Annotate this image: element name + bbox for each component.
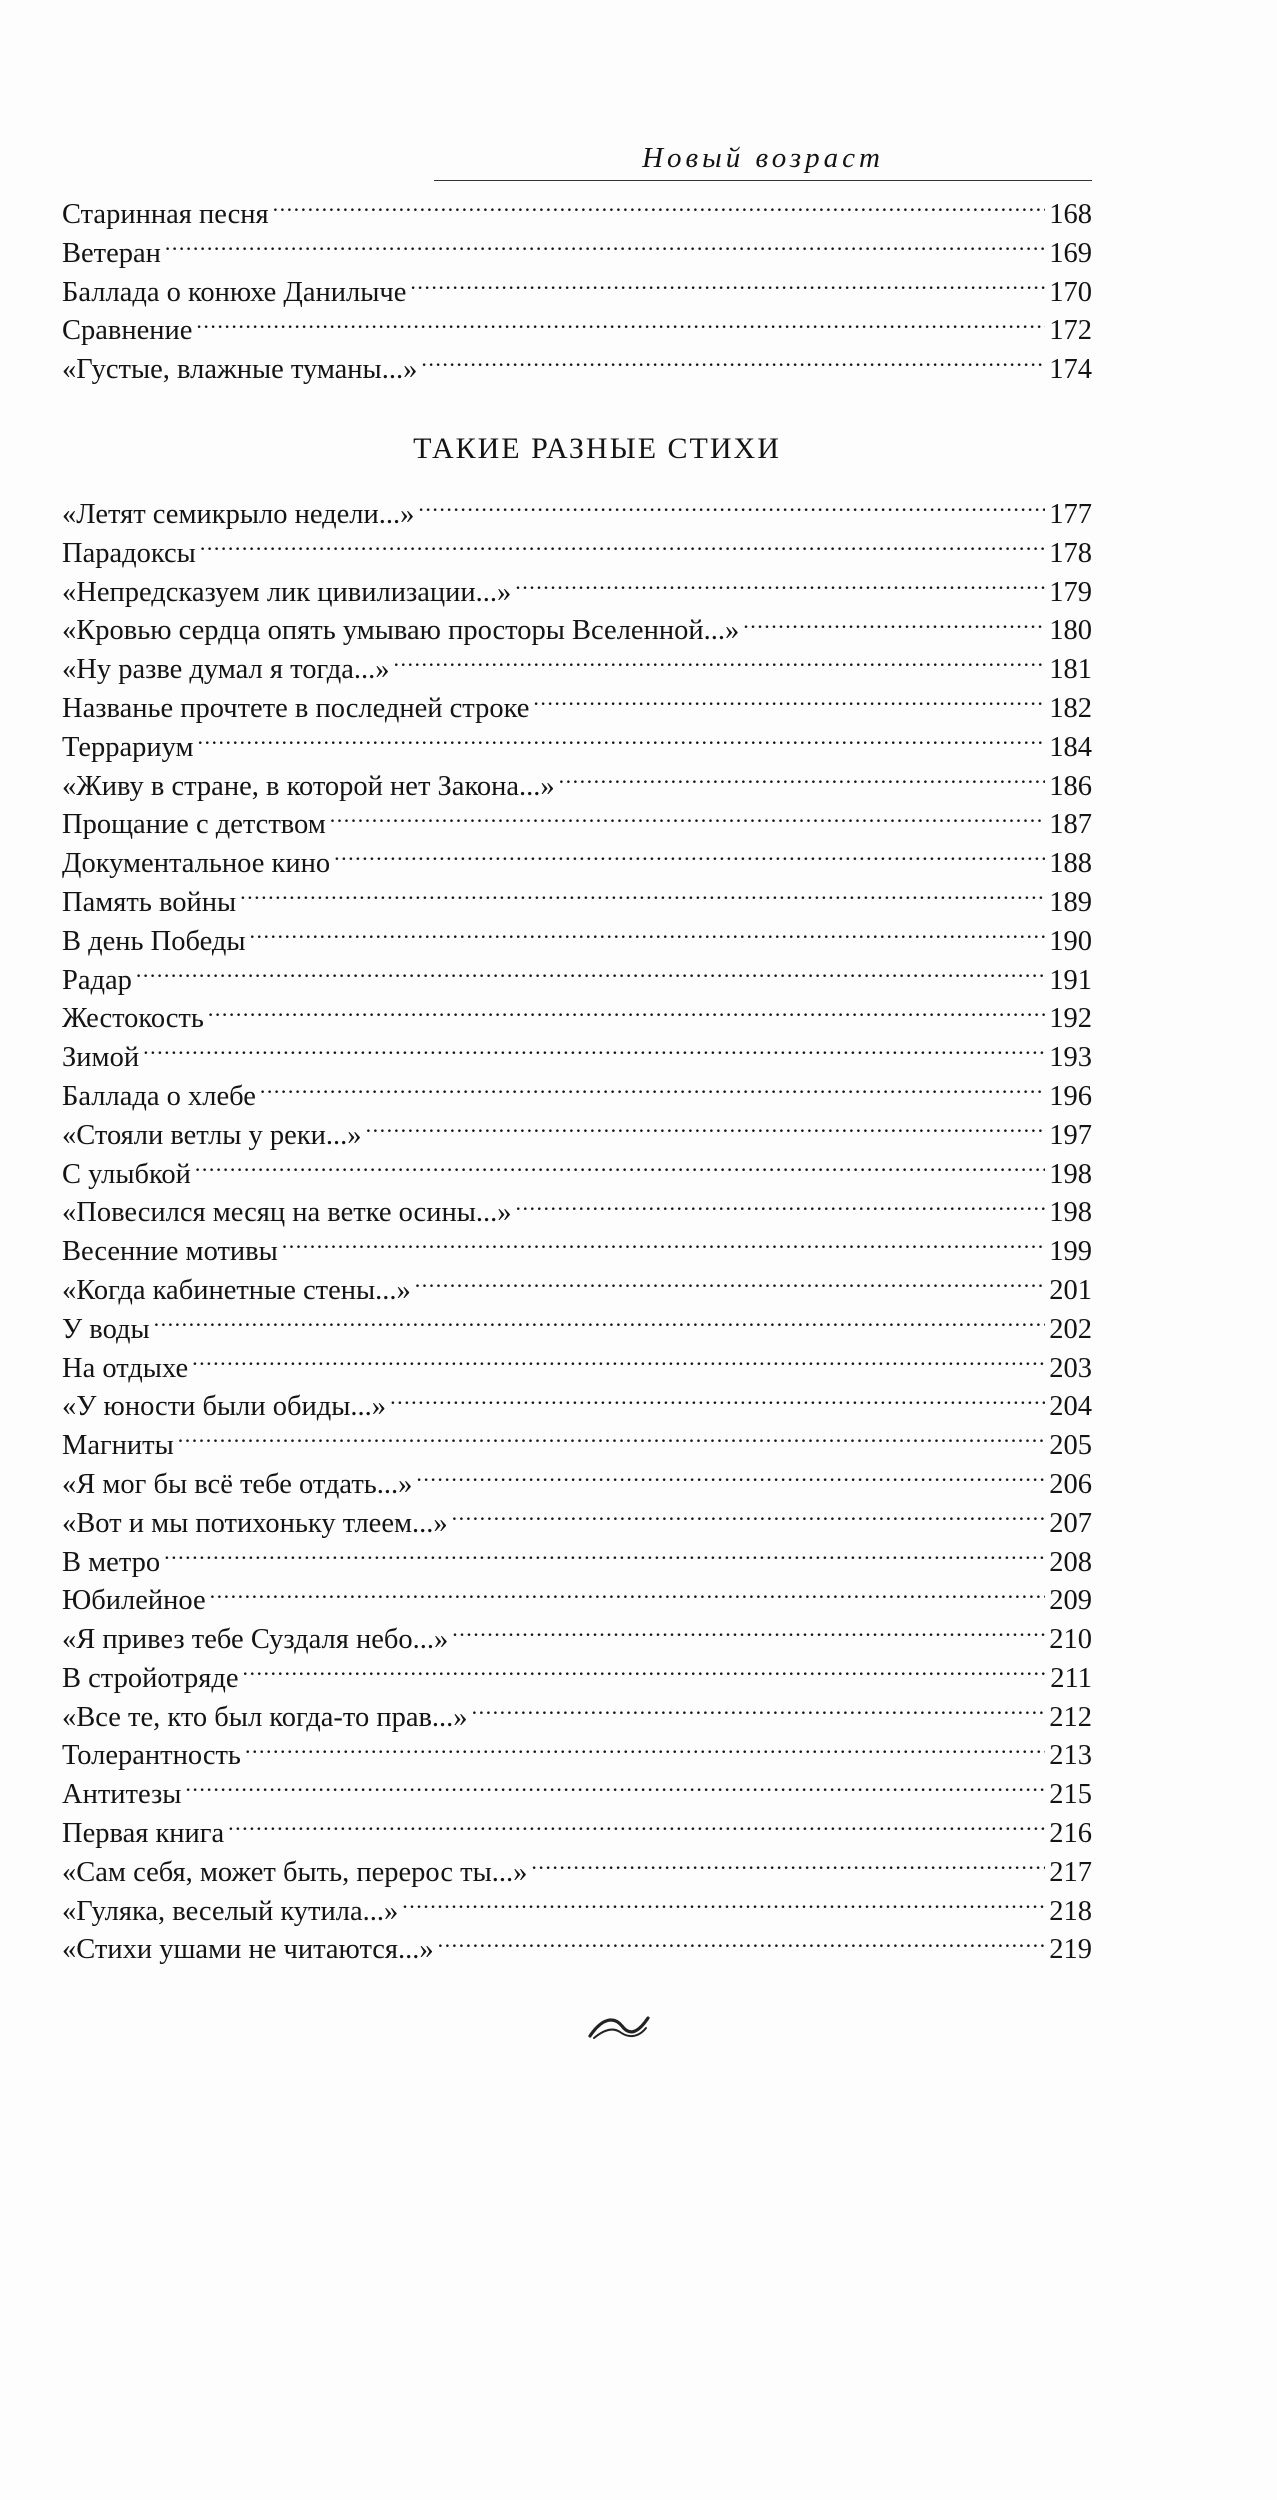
toc-leader-dots <box>533 689 1045 717</box>
toc-entry-page: 178 <box>1049 537 1092 569</box>
toc-entry-title: Парадоксы <box>62 537 196 569</box>
toc-entry <box>62 311 1092 350</box>
toc-entry <box>62 1659 1092 1698</box>
toc-entry-title: С улыбкой <box>62 1158 191 1190</box>
toc-entry <box>62 611 1092 650</box>
toc-entry <box>62 1581 1092 1620</box>
toc-entry-title: «Повесился месяц на ветке осины...» <box>62 1197 512 1229</box>
toc-entry-page: 192 <box>1049 1003 1092 1035</box>
toc-section-1 <box>62 195 1092 389</box>
toc-leader-dots <box>185 1775 1045 1803</box>
toc-entry-title: «Я привез тебе Суздаля небо...» <box>62 1624 449 1656</box>
toc-entry <box>62 234 1092 273</box>
toc-leader-dots <box>421 350 1045 378</box>
toc-leader-dots <box>743 611 1045 639</box>
toc-entry-page: 182 <box>1049 692 1092 724</box>
toc-entry-title: «Вот и мы потихоньку тлеем...» <box>62 1507 448 1539</box>
toc-leader-dots <box>200 534 1045 562</box>
toc-entry-page: 168 <box>1049 199 1092 230</box>
toc-entry-page: 186 <box>1049 770 1092 802</box>
toc-leader-dots <box>416 1465 1045 1493</box>
toc-entry-page: 201 <box>1049 1274 1092 1306</box>
toc-entry-title: «Ну разве думал я тогда...» <box>62 654 390 686</box>
toc-section-2 <box>62 495 1092 1969</box>
toc-leader-dots <box>228 1814 1045 1842</box>
toc-entry-title: Ветеран <box>62 237 161 269</box>
toc-entry <box>62 1155 1092 1194</box>
toc-leader-dots <box>410 273 1045 301</box>
toc-entry-title: «Когда кабинетные стены...» <box>62 1274 411 1306</box>
toc-entry <box>62 883 1092 922</box>
toc-entry-page: 209 <box>1049 1585 1092 1617</box>
toc-leader-dots <box>178 1426 1045 1454</box>
toc-entry-page: 219 <box>1049 1934 1092 1966</box>
toc-leader-dots <box>260 1077 1045 1105</box>
toc-entry <box>62 1232 1092 1271</box>
toc-entry-title: «Кровью сердца опять умываю просторы Вселенной...» <box>62 615 740 647</box>
toc-entry-page: 169 <box>1049 237 1092 269</box>
toc-entry-page: 197 <box>1049 1119 1092 1151</box>
toc-entry <box>62 844 1092 883</box>
toc-entry-page: 207 <box>1049 1507 1092 1539</box>
toc-entry-title: «Густые, влажные туманы...» <box>62 354 418 386</box>
toc-entry-page: 217 <box>1049 1856 1092 1888</box>
toc-entry-title: Зимой <box>62 1042 140 1074</box>
toc-entry-page: 196 <box>1049 1080 1092 1112</box>
toc-leader-dots <box>240 883 1045 911</box>
toc-entry-title: Весенние мотивы <box>62 1236 278 1268</box>
running-head: Новый возраст <box>434 140 1092 181</box>
toc-entry-title: Баллада о конюхе Данилыче <box>62 276 407 308</box>
toc-entry <box>62 1814 1092 1853</box>
toc-entry-page: 181 <box>1049 654 1092 686</box>
toc-entry <box>62 1349 1092 1388</box>
toc-entry-page: 191 <box>1049 964 1092 996</box>
toc-leader-dots <box>192 1349 1045 1377</box>
toc-entry-title: «Стихи ушами не читаются...» <box>62 1934 434 1966</box>
toc-leader-dots <box>196 311 1045 339</box>
toc-entry-title: Жестокость <box>62 1003 204 1035</box>
toc-entry-title: Память войны <box>62 886 237 918</box>
toc-leader-dots <box>245 1736 1045 1764</box>
toc-entry-page: 174 <box>1049 354 1092 386</box>
toc-entry-title: Сравнение <box>62 315 193 347</box>
toc-entry <box>62 1426 1092 1465</box>
toc-entry <box>62 1853 1092 1892</box>
toc-leader-dots <box>531 1853 1045 1881</box>
toc-entry-page: 180 <box>1049 615 1092 647</box>
toc-entry-title: Первая книга <box>62 1818 225 1850</box>
toc-entry-page: 208 <box>1049 1546 1092 1578</box>
toc-leader-dots <box>366 1116 1046 1144</box>
toc-entry <box>62 1038 1092 1077</box>
toc-entry-title: На отдыхе <box>62 1352 189 1384</box>
toc-entry-page: 216 <box>1049 1818 1092 1850</box>
toc-leader-dots <box>198 728 1046 756</box>
toc-leader-dots <box>415 1271 1045 1299</box>
toc-entry-title: Толерантность <box>62 1740 241 1772</box>
toc-entry-title: Магниты <box>62 1430 174 1462</box>
toc-leader-dots <box>208 999 1045 1027</box>
toc-entry <box>62 573 1092 612</box>
toc-entry-title: У воды <box>62 1313 150 1345</box>
toc-entry-page: 179 <box>1049 576 1092 608</box>
toc-leader-dots <box>452 1620 1045 1648</box>
toc-leader-dots <box>418 495 1045 523</box>
toc-leader-dots <box>195 1155 1045 1183</box>
toc-leader-dots <box>165 234 1045 262</box>
toc-leader-dots <box>154 1310 1046 1338</box>
toc-entry <box>62 728 1092 767</box>
toc-entry-title: «Летят семикрыло недели...» <box>62 498 415 530</box>
toc-entry <box>62 1077 1092 1116</box>
toc-entry-page: 210 <box>1049 1624 1092 1656</box>
toc-entry-title: «Все те, кто был когда-то прав...» <box>62 1701 468 1733</box>
toc-entry <box>62 350 1092 389</box>
toc-entry-title: Антитезы <box>62 1779 182 1811</box>
toc-leader-dots <box>438 1930 1046 1958</box>
toc-leader-dots <box>515 573 1045 601</box>
toc-entry <box>62 689 1092 728</box>
toc-entry <box>62 1892 1092 1931</box>
toc-entry <box>62 1620 1092 1659</box>
toc-entry <box>62 961 1092 1000</box>
toc-entry-title: В стройотряде <box>62 1662 239 1694</box>
toc-leader-dots <box>452 1504 1046 1532</box>
toc-leader-dots <box>330 805 1045 833</box>
toc-leader-dots <box>273 195 1046 223</box>
swash-ornament-icon <box>584 2010 654 2044</box>
toc-entry-title: Старинная песня <box>62 199 269 230</box>
toc-entry-page: 198 <box>1049 1158 1092 1190</box>
toc-entry-title: «Живу в стране, в которой нет Закона...» <box>62 770 555 802</box>
toc-leader-dots <box>136 961 1045 989</box>
toc-entry-title: Радар <box>62 964 132 996</box>
toc-leader-dots <box>164 1543 1045 1571</box>
toc-entry-page: 177 <box>1049 498 1092 530</box>
toc-leader-dots <box>516 1193 1046 1221</box>
toc-entry <box>62 1116 1092 1155</box>
toc-entry-page: 193 <box>1049 1042 1092 1074</box>
toc-page <box>62 140 1092 1969</box>
toc-leader-dots <box>243 1659 1047 1687</box>
toc-entry <box>62 1930 1092 1969</box>
toc-entry-page: 205 <box>1049 1430 1092 1462</box>
toc-entry-title: «Стояли ветлы у реки...» <box>62 1119 362 1151</box>
toc-entry-page: 189 <box>1049 886 1092 918</box>
toc-leader-dots <box>472 1698 1046 1726</box>
toc-entry <box>62 650 1092 689</box>
toc-leader-dots <box>210 1581 1046 1609</box>
toc-entry-page: 170 <box>1049 276 1092 308</box>
toc-entry-page: 172 <box>1049 315 1092 347</box>
toc-entry-page: 213 <box>1049 1740 1092 1772</box>
toc-entry-page: 212 <box>1049 1701 1092 1733</box>
toc-entry-title: Названье прочтете в последней строке <box>62 692 530 724</box>
toc-entry-page: 188 <box>1049 848 1092 880</box>
toc-entry-page: 202 <box>1049 1313 1092 1345</box>
toc-entry-title: «Непредсказуем лик цивилизации...» <box>62 576 512 608</box>
toc-entry-title: «Я мог бы всё тебе отдать...» <box>62 1468 413 1500</box>
toc-leader-dots <box>143 1038 1045 1066</box>
toc-entry-title: «Гуляка, веселый кутила...» <box>62 1895 399 1927</box>
toc-entry-title: В день Победы <box>62 925 246 957</box>
toc-entry <box>62 1698 1092 1737</box>
toc-entry <box>62 999 1092 1038</box>
toc-entry-page: 211 <box>1050 1662 1092 1694</box>
toc-leader-dots <box>390 1387 1045 1415</box>
toc-leader-dots <box>559 767 1046 795</box>
running-head-wrap <box>62 140 1092 181</box>
toc-leader-dots <box>250 922 1046 950</box>
toc-entry <box>62 1775 1092 1814</box>
toc-entry <box>62 1736 1092 1775</box>
toc-entry-title: Документальное кино <box>62 848 331 880</box>
toc-entry-title: В метро <box>62 1546 161 1578</box>
toc-entry <box>62 805 1092 844</box>
toc-entry-page: 190 <box>1049 925 1092 957</box>
toc-entry <box>62 1193 1092 1232</box>
toc-leader-dots <box>402 1892 1045 1920</box>
toc-entry-page: 198 <box>1049 1197 1092 1229</box>
toc-entry-page: 204 <box>1049 1391 1092 1423</box>
toc-entry <box>62 495 1092 534</box>
toc-entry <box>62 922 1092 961</box>
toc-entry-title: Террариум <box>62 731 194 763</box>
toc-leader-dots <box>394 650 1046 678</box>
toc-entry <box>62 195 1092 234</box>
toc-entry <box>62 273 1092 312</box>
toc-leader-dots <box>282 1232 1045 1260</box>
toc-entry-page: 215 <box>1049 1779 1092 1811</box>
toc-entry-page: 184 <box>1049 731 1092 763</box>
toc-entry-page: 206 <box>1049 1468 1092 1500</box>
toc-entry <box>62 1543 1092 1582</box>
toc-entry-title: «У юности были обиды...» <box>62 1391 387 1423</box>
toc-entry-page: 187 <box>1049 809 1092 841</box>
toc-entry-title: Баллада о хлебе <box>62 1080 256 1112</box>
toc-entry-title: «Сам себя, может быть, перерос ты...» <box>62 1856 528 1888</box>
toc-entry <box>62 1387 1092 1426</box>
toc-entry <box>62 1504 1092 1543</box>
toc-entry <box>62 534 1092 573</box>
toc-entry <box>62 1271 1092 1310</box>
section-heading: ТАКИЕ РАЗНЫЕ СТИХИ <box>413 431 781 465</box>
toc-entry <box>62 767 1092 806</box>
toc-entry-page: 203 <box>1049 1352 1092 1384</box>
toc-entry <box>62 1310 1092 1349</box>
toc-entry-page: 218 <box>1049 1895 1092 1927</box>
toc-entry-page: 199 <box>1049 1236 1092 1268</box>
toc-entry <box>62 1465 1092 1504</box>
toc-leader-dots <box>334 844 1045 872</box>
toc-entry-title: Юбилейное <box>62 1585 206 1617</box>
toc-entry-title: Прощание с детством <box>62 809 326 841</box>
